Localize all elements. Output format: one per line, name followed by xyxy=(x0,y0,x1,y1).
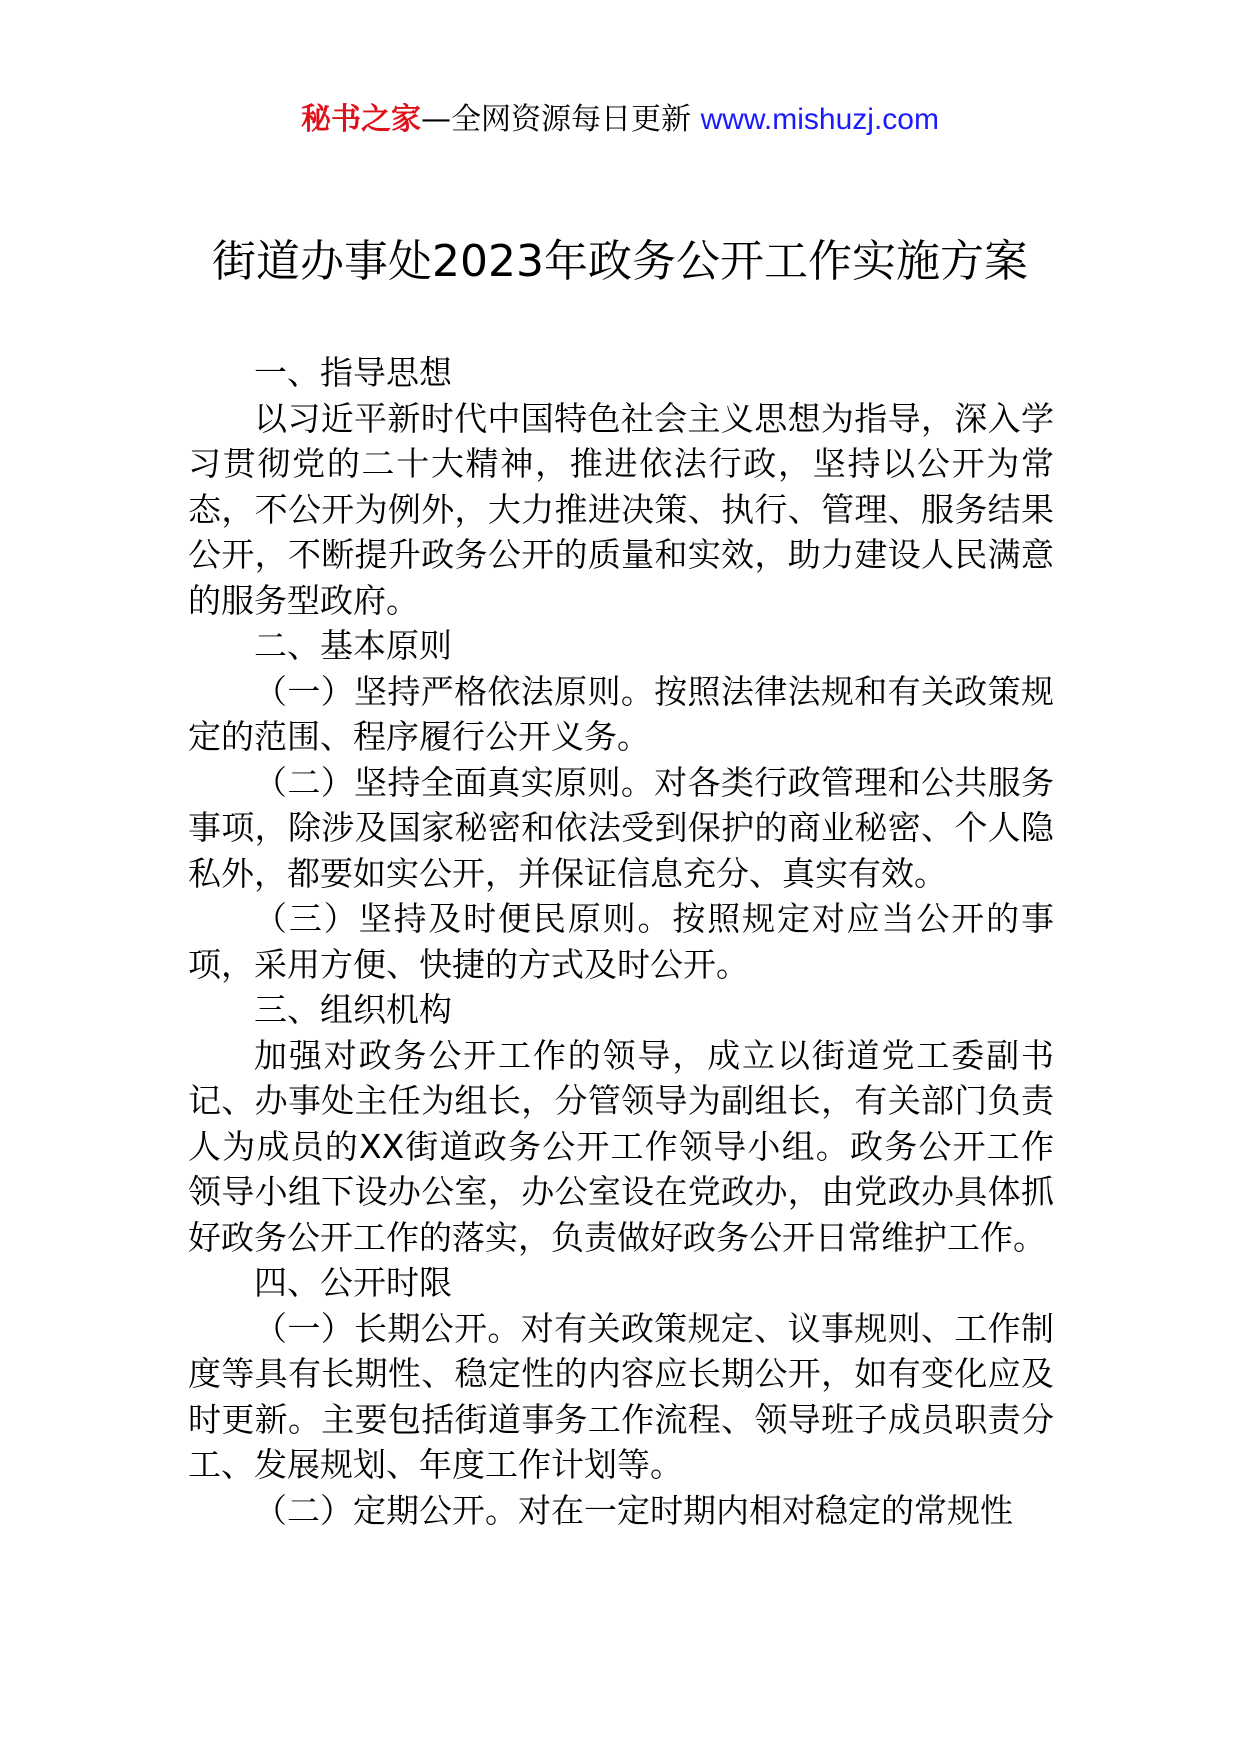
section-heading-disclosure-period: 四、公开时限 xyxy=(254,1263,452,1302)
body-paragraph: （二）坚持全面真实原则。对各类行政管理和公共服务事项，除涉及国家秘密和依法受到保护的商业秘密、个人隐私外，都要如实公开，并保证信息充分、真实有效。 xyxy=(188,762,1054,893)
section-heading-organization: 三、组织机构 xyxy=(254,990,452,1029)
document-body xyxy=(188,350,1054,1533)
site-header xyxy=(0,100,1240,140)
section-heading-basic-principles: 二、基本原则 xyxy=(254,626,452,665)
body-paragraph: （三）坚持及时便民原则。按照规定对应当公开的事项，采用方便、快捷的方式及时公开。 xyxy=(188,899,1054,984)
brand-name: 秘书之家 xyxy=(301,102,422,137)
body-paragraph: （二）定期公开。对在一定时期内相对稳定的常规性 xyxy=(254,1490,1013,1530)
slogan-text: —全网资源每日更新 xyxy=(421,102,692,137)
body-paragraph: （一）长期公开。对有关政策规定、议事规则、工作制度等具有长期性、稳定性的内容应长期公开，如有变化应及时更新。主要包括街道事务工作流程、领导班子成员职责分工、发展规划、年度工作计划等。 xyxy=(188,1308,1054,1484)
body-paragraph: 以习近平新时代中国特色社会主义思想为指导，深入学习贯彻党的二十大精神，推进依法行政，坚持以公开为常态，不公开为例外，大力推进决策、执行、管理、服务结果公开，不断提升政务公开的质量和实效，助力建设人民满意的服务型政府。 xyxy=(188,398,1054,620)
website-link[interactable]: www.mishuzj.com xyxy=(700,103,939,136)
document-title: 街道办事处2023年政务公开工作实施方案 xyxy=(212,236,1028,287)
body-paragraph: 加强对政务公开工作的领导，成立以街道党工委副书记、办事处主任为组长，分管领导为副组长，有关部门负责人为成员的XX街道政务公开工作领导小组。政务公开工作领导小组下设办公室，办公室设在党政办，由党政办具体抓好政务公开工作的落实，负责做好政务公开日常维护工作。 xyxy=(188,1035,1054,1257)
section-heading-guiding-thought: 一、指导思想 xyxy=(254,353,452,392)
body-paragraph: （一）坚持严格依法原则。按照法律法规和有关政策规定的范围、程序履行公开义务。 xyxy=(188,671,1054,756)
